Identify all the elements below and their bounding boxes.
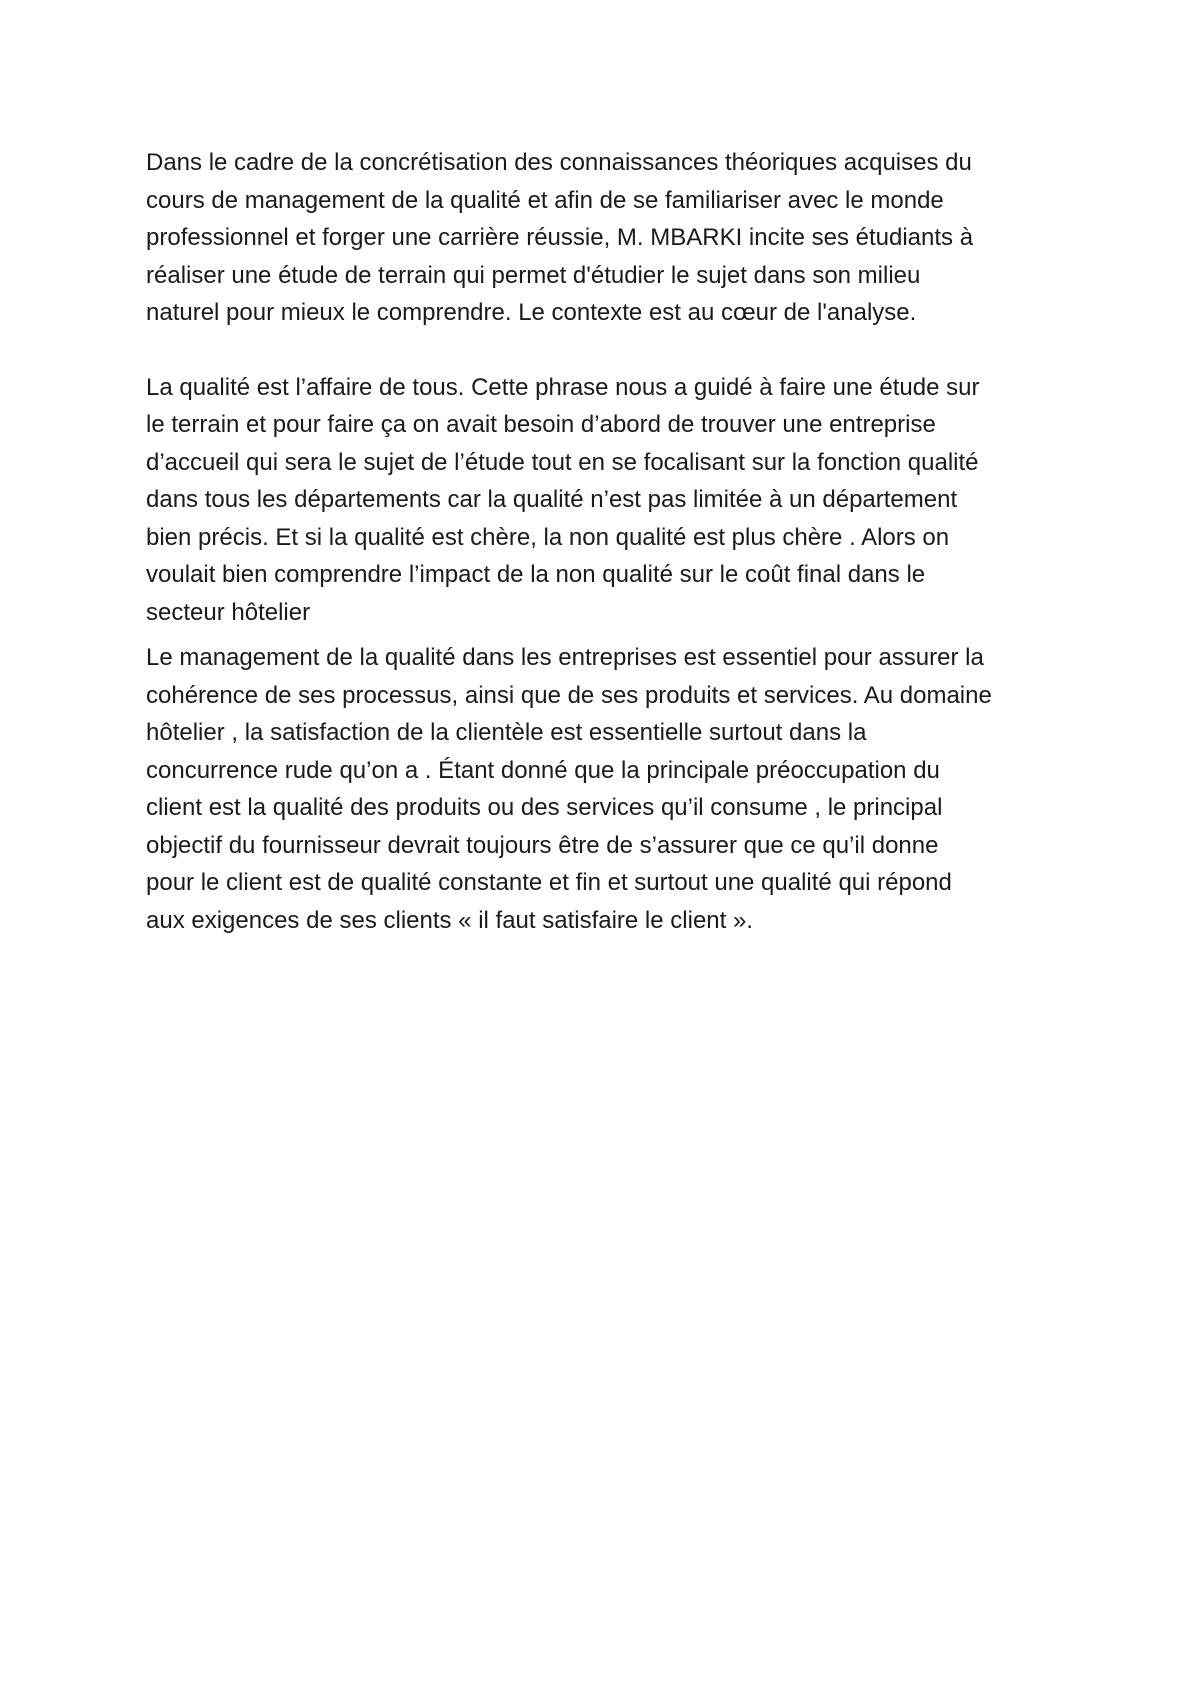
text-line: cohérence de ses processus, ainsi que de ses produits et services. Au domaine [146,681,992,709]
text-line: Le management de la qualité dans les entreprises est essentiel pour assurer la [146,644,984,671]
text-line: naturel pour mieux le comprendre. Le contexte est au cœur de l'analyse. [146,299,917,326]
text-line: La qualité est l’affaire de tous. Cette phrase nous a guidé à faire une étude sur [146,373,980,401]
text-line: Dans le cadre de la concrétisation des connaissances théoriques acquises du [146,149,972,176]
text-line: secteur hôtelier [146,598,311,626]
text-line: voulait bien comprendre l’impact de la non qualité sur le coût final dans le [146,561,926,588]
text-line: professionnel et forger une carrière réussie, M. MBARKI incite ses étudiants à [146,224,974,251]
text-line: réaliser une étude de terrain qui permet d'étudier le sujet dans son milieu [146,261,921,289]
text-line: pour le client est de qualité constante et fin et surtout une qualité qui répond [146,869,952,896]
paragraph-quality-management [146,639,1066,939]
document-body [146,144,1066,939]
text-line: d’accueil qui sera le sujet de l’étude tout en se focalisant sur la fonction qualité [146,448,979,476]
text-line: le terrain et pour faire ça on avait besoin d’abord de trouver une entreprise [146,411,936,438]
text-line: client est la qualité des produits ou des services qu’il consume , le principal [146,794,943,821]
text-line: concurrence rude qu’on a . Étant donné que la principale préoccupation du [146,756,940,784]
text-line: objectif du fournisseur devrait toujours être de s’assurer que ce qu’il donne [146,831,939,859]
text-line: dans tous les départements car la qualité n’est pas limitée à un département [146,486,958,513]
text-line: cours de management de la qualité et afin de se familiariser avec le monde [146,186,944,214]
text-line: hôtelier , la satisfaction de la clientèle est essentielle surtout dans la [146,719,867,746]
text-line: bien précis. Et si la qualité est chère, la non qualité est plus chère . Alors on [146,523,950,551]
paragraph-quality-motivation [146,369,1066,632]
text-line: aux exigences de ses clients « il faut satisfaire le client ». [146,906,753,934]
paragraph-introduction [146,144,1066,332]
